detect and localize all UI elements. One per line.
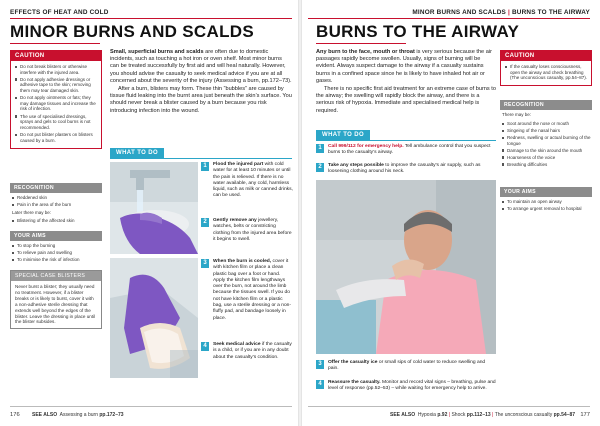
what-to-do-rule: [110, 158, 292, 159]
caution-item: Do not put blister plasters on blisters caused by a burn.: [15, 132, 97, 143]
running-head-rule: [10, 18, 292, 19]
photo-casualty-neck: [316, 180, 496, 354]
aims-heading: YOUR AIMS: [500, 187, 592, 197]
recognition-item: Blistering of the affected skin: [12, 218, 102, 224]
step-number: 3: [316, 360, 324, 369]
caution-list: [11, 61, 101, 148]
aims-list: [502, 199, 592, 213]
intro-paragraph-2: There is no specific first aid treatment for an extreme case of burns to the airway; the swelling will rapidly block the airway, and there is a serious risk of hypoxia. Immediate and specialised medical help is required.: [316, 86, 496, 114]
see-also-label: SEE ALSO: [32, 412, 58, 418]
what-to-do-heading: WHAT TO DO: [110, 148, 164, 158]
step-body: Tell ambulance control that you suspect burns to the casualty’s airway.: [328, 144, 491, 156]
recognition-heading: RECOGNITION: [10, 183, 102, 193]
page-number: 177: [580, 412, 590, 418]
see-also: [32, 412, 124, 418]
step-body: Monitor and record vital signs – breathing, pulse and level of response (pp.52–53) – while waiting for emergency help to arrive.: [328, 380, 496, 392]
step-3: [201, 259, 293, 322]
footer-rule: [10, 406, 292, 407]
footer-rule: [308, 406, 590, 407]
see-also-page: pp.54–87: [553, 412, 576, 418]
see-also-link-hypoxia[interactable]: Hypoxia: [417, 412, 436, 418]
see-also-link[interactable]: Assessing a burn: [59, 412, 98, 418]
step-number: 2: [201, 218, 209, 227]
step-lead: Gently remove any: [213, 218, 257, 223]
step-1: [201, 162, 293, 200]
step-number: 1: [316, 144, 324, 153]
step-lead: Seek medical advice: [213, 342, 261, 347]
running-head: [412, 9, 590, 16]
see-also-page: pp.112–13: [466, 412, 491, 418]
step-lead: Reassure the casualty.: [328, 380, 381, 385]
step-text: [328, 144, 496, 157]
photo-covered-hand: [110, 258, 198, 378]
step-2: [316, 163, 496, 176]
see-also-link-unconscious[interactable]: The unconscious casualty: [494, 412, 553, 418]
aims-list: [12, 243, 102, 264]
intro-paragraph: [110, 49, 292, 85]
caution-heading: CAUTION: [501, 51, 591, 61]
step-1: [316, 144, 496, 157]
intro-text: [316, 49, 496, 116]
step-2: [201, 218, 293, 243]
page-title: BURNS TO THE AIRWAY: [316, 22, 520, 41]
photo-casualty-neck-art: [316, 180, 496, 354]
caution-box: [500, 50, 592, 86]
step-body: cover it with kitchen film or place a clean plastic bag over a foot or hand. Apply the kitchen film lengthways over the burn, not around the limb because the tissues swell. If you do not have kitchen film or a plastic bag, use a sterile dressing or a non-fluffy pad, and bandage loosely in place.: [213, 259, 292, 321]
see-also-separator: |: [448, 412, 451, 418]
caution-heading: CAUTION: [11, 51, 101, 61]
aims-item: To maintain an open airway: [502, 199, 592, 205]
recognition-item: Redness, swelling or actual burning of the tongue: [502, 135, 592, 146]
aims-item: To stop the burning: [12, 243, 102, 249]
running-head-separator: |: [508, 9, 510, 16]
page-title: MINOR BURNS AND SCALDS: [10, 22, 254, 41]
see-also-label: SEE ALSO: [390, 412, 416, 418]
page-number: 176: [10, 412, 20, 418]
see-also-separator: |: [492, 412, 494, 418]
right-page: [302, 0, 600, 426]
recognition-later: Later there may be:: [12, 210, 52, 215]
step-body: to improve the casualty’s air supply, such as loosening clothing around his neck.: [328, 163, 481, 175]
special-case-box: [10, 270, 102, 329]
caution-item: The use of specialised dressings, sprays and gels to cool burns is not recommended.: [15, 114, 97, 131]
recognition-item: Hoarseness of the voice: [502, 155, 592, 161]
step-4: [201, 342, 293, 361]
intro-lead: Any burn to the face, mouth or throat: [316, 49, 415, 55]
recognition-intro: There may be:: [502, 112, 532, 117]
aims-heading: YOUR AIMS: [10, 231, 102, 241]
step-lead: When the burn is cooled,: [213, 259, 272, 264]
what-to-do-heading: WHAT TO DO: [316, 130, 370, 140]
running-head-rule: [308, 18, 590, 19]
see-also-page: p.92: [437, 412, 448, 418]
see-also: [390, 412, 575, 418]
intro-body: are often due to domestic incidents, such as touching a hot iron or oven shelf. Most minor burns can be treated successfully by first aid and will heal naturally. However, you should advise the casualty to seek medical advice if you are at all concerned about the severity of the injury (Assessing a burn, pp.172–73).: [110, 49, 292, 84]
caution-item: Do not apply ointments or fats; they may damage tissues and increase the risk of infection.: [15, 95, 97, 112]
recognition-item: Damage to the skin around the mouth: [502, 148, 592, 154]
caution-item: Do not break blisters or otherwise interfere with the injured area.: [15, 64, 97, 75]
title-rule: [316, 43, 406, 44]
step-body: or small sips of cold water to reduce swelling and pain.: [328, 360, 486, 372]
recognition-list: [502, 121, 592, 169]
step-body: if the casualty is a child, or if you are in any doubt about the casualty’s condition.: [213, 342, 292, 360]
running-head: EFFECTS OF HEAT AND COLD: [10, 9, 109, 16]
special-case-subheading: BLISTERS: [57, 273, 86, 279]
recognition-item: Breathing difficulties: [502, 162, 592, 168]
step-text: [213, 162, 293, 200]
aims-item: To arrange urgent removal to hospital: [502, 206, 592, 212]
step-body: with cold water for at least 10 minutes or until the pain is relieved. If there is no water available, any cold, harmless liquid, such as milk or canned drinks, can be used.: [213, 162, 293, 199]
special-case-heading: [11, 271, 101, 281]
step-text: [328, 360, 496, 373]
special-case-text: Never burst a blister; they usually need no treatment. However, if a blister breaks or is likely to burst, cover it with a non-adhesive sterile dressing that extends well beyond the edges of the blister. Leave the dressing in place until the blister subsides.: [15, 284, 96, 325]
see-also-pages: pp.172–73: [99, 412, 124, 418]
left-page: [0, 0, 298, 426]
intro-paragraph-2: After a burn, blisters may form. These thin “bubbles” are caused by tissue fluid leaking into the burnt area just beneath the skin’s surface. You should never break a blister caused by a burn because you risk introducing infection into the wound.: [110, 86, 292, 114]
caution-list: [501, 61, 591, 85]
intro-body: is very serious because the air passages rapidly become swollen. Usually, signs of burning will be evident. Always suspect damage to the airway if a casualty sustains burns in a confined space since he is likely to have inhaled hot air or gases.: [316, 49, 492, 84]
step-3: [316, 360, 496, 373]
photo-hand-under-tap-art: [110, 162, 198, 254]
step-number: 4: [316, 380, 324, 389]
recognition-item: Reddened skin: [12, 195, 102, 201]
step-text: [213, 259, 293, 322]
step-number: 4: [201, 342, 209, 351]
step-number: 3: [201, 259, 209, 268]
photo-hand-under-tap: [110, 162, 198, 254]
recognition-heading: RECOGNITION: [500, 100, 592, 110]
recognition-list: [12, 195, 102, 209]
what-to-do-rule: [316, 140, 496, 141]
intro-paragraph: [316, 49, 496, 85]
recognition-item: Pain in the area of the burn: [12, 202, 102, 208]
step-text: [328, 163, 496, 176]
step-lead: Call 999/112 for emergency help.: [328, 144, 404, 149]
aims-item: To minimise the risk of infection: [12, 257, 102, 263]
special-case-label: SPECIAL CASE: [15, 273, 56, 279]
caution-item: If the casualty loses consciousness, open the airway and check breathing (The unconscious casualty, pp.54–87).: [505, 64, 587, 81]
step-number: 1: [201, 162, 209, 171]
recognition-item: Soot around the nose or mouth: [502, 121, 592, 127]
step-lead: Flood the injured part: [213, 162, 264, 167]
title-rule: [10, 43, 100, 44]
aims-item: To relieve pain and swelling: [12, 250, 102, 256]
step-4: [316, 380, 496, 393]
step-body: jewellery, watches, belts or constricting clothing from the injured area before it begins to swell.: [213, 218, 292, 242]
intro-text: [110, 49, 292, 116]
step-text: [213, 218, 293, 243]
recognition-later-list: [12, 218, 102, 225]
running-head-previous: MINOR BURNS AND SCALDS: [412, 9, 507, 16]
step-number: 2: [316, 163, 324, 172]
caution-box: [10, 50, 102, 149]
step-text: [328, 380, 496, 393]
caution-item: Do not apply adhesive dressings or adhesive tape to the skin; removing them may tear damaged skin.: [15, 77, 97, 94]
step-lead: Offer the casualty ice: [328, 360, 378, 365]
recognition-item: Singeing of the nasal hairs: [502, 128, 592, 134]
photo-covered-hand-art: [110, 258, 198, 378]
step-text: [213, 342, 293, 361]
step-lead: Take any steps possible: [328, 163, 384, 168]
intro-lead: Small, superficial burns and scalds: [110, 49, 204, 55]
see-also-link-shock[interactable]: Shock: [451, 412, 466, 418]
running-head-current: BURNS TO THE AIRWAY: [511, 9, 590, 16]
